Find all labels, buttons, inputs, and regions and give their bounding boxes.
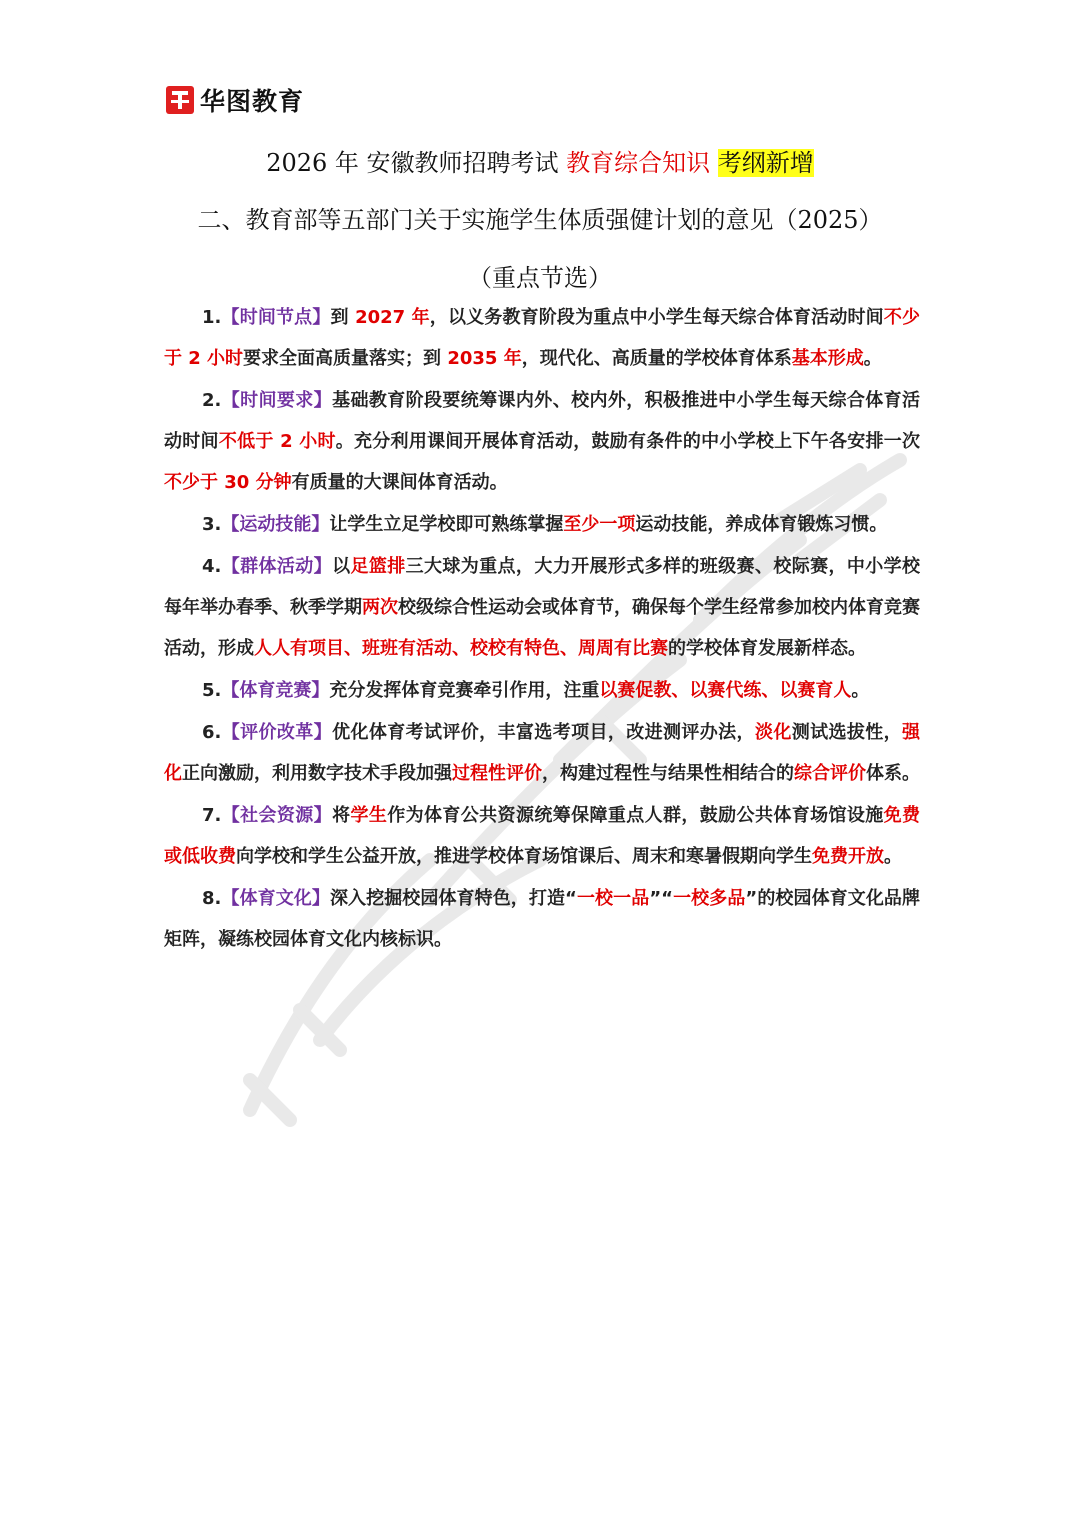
brand-name: 华图教育 [200, 87, 305, 116]
document-heading: 二、教育部等五部门关于实施学生体质强健计划的意见（2025） [197, 206, 883, 234]
key-point-text: 让学生立足学校即可熟练掌握 [329, 514, 564, 535]
key-point-text: 校级综合性运动会或体育节，确保每个学生经常参加校内体育竞赛活动，形成 [164, 597, 920, 659]
key-point-number: 7. [202, 805, 222, 826]
key-point-emphasis: 综合评价 [794, 763, 866, 784]
key-point-text: 三大球为重点，大力开展形式多样的班级赛、校际赛，中小学校每年举办春季、秋季学期 [164, 556, 921, 618]
key-point-text: 测试选拔性， [791, 722, 903, 743]
key-point-number: 5. [202, 680, 222, 701]
key-point-text: ，以义务教育阶段为重点中小学生每天综合体育活动时间 [429, 307, 884, 328]
key-point-text: ，构建过程性与结果性相结合的 [542, 763, 794, 784]
key-point-text: ，现代化、高质量的学校体育体系 [521, 348, 792, 369]
key-point-tag: 【时间节点】 [221, 307, 331, 328]
key-point-number: 3. [202, 514, 222, 535]
key-point-emphasis: 免费开放 [812, 846, 884, 867]
key-point-emphasis: 一校多品 [672, 888, 746, 909]
brand-logo [166, 82, 304, 118]
key-point-text: ”的校园体育文化品牌矩阵，凝练校园体育文化内核标识。 [164, 888, 920, 950]
key-point-text: 有质量的大课间体育活动。 [291, 472, 508, 493]
key-point-emphasis: 不少于 30 分钟 [164, 472, 292, 493]
title-year-exam: 2026 年 安徽教师招聘考试 [266, 149, 559, 177]
key-point-tag: 【评价改革】 [221, 722, 333, 743]
key-point-text: 作为体育公共资源统筹保障重点人群，鼓励公共体育场馆设施 [387, 805, 884, 826]
key-point-emphasis: 基本形成 [791, 348, 864, 369]
key-point-text: 。充分利用课间开展体育活动，鼓励有条件的中小学校上下午各安排一次 [335, 431, 921, 452]
key-point-text: 充分发挥体育竞赛牵引作用，注重 [329, 680, 600, 701]
key-point-item [164, 546, 920, 669]
key-point-tag: 【社会资源】 [221, 805, 333, 826]
key-point-text: 向学校和学生公益开放，推进学校体育场馆课后、周末和寒暑假期向学生 [236, 846, 812, 867]
key-point-text: 要求全面高质量落实；到 [243, 348, 448, 369]
key-point-number: 6. [202, 722, 222, 743]
key-point-text: 运动技能，养成体育锻炼习惯。 [635, 514, 888, 535]
key-point-emphasis: 不少于 2 小时 [164, 307, 920, 369]
key-point-text: 的学校体育发展新样态。 [668, 638, 866, 659]
key-point-number: 8. [202, 888, 222, 909]
key-point-emphasis: 人人有项目、班班有活动、校校有特色、周周有比赛 [254, 638, 668, 659]
key-point-number: 4. [202, 556, 222, 577]
key-point-text: 。 [863, 348, 882, 369]
key-point-emphasis: 免费或低收费 [164, 805, 921, 867]
key-point-item [164, 712, 920, 794]
key-point-text: 正向激励，利用数字技术手段加强 [182, 763, 452, 784]
key-point-text: 优化体育考试评价，丰富选考项目，改进测评办法， [332, 722, 755, 743]
key-point-item [164, 795, 920, 877]
key-point-emphasis: 淡化 [754, 722, 792, 743]
title-subject: 教育综合知识 [566, 149, 711, 177]
key-point-text: 体系。 [866, 763, 920, 784]
key-point-item [164, 504, 920, 545]
title-highlight: 考纲新增 [717, 149, 814, 177]
key-point-item [164, 670, 920, 711]
key-point-text: 深入挖掘校园体育特色，打造“ [329, 888, 577, 909]
key-point-number: 1. [202, 307, 222, 328]
key-point-emphasis: 一校一品 [576, 888, 650, 909]
document-subheading: （重点节选） [468, 264, 612, 292]
key-point-text: 以 [332, 556, 351, 577]
key-point-emphasis: 两次 [362, 597, 398, 618]
key-points-list [164, 297, 920, 961]
brand-mark-icon [166, 86, 194, 114]
key-point-tag: 【体育文化】 [221, 888, 330, 909]
key-point-tag: 【群体活动】 [221, 556, 333, 577]
key-point-tag: 【运动技能】 [221, 514, 330, 535]
key-point-item [164, 878, 920, 960]
key-point-emphasis: 2035 年 [447, 348, 522, 369]
key-point-text: 基础教育阶段要统筹课内外、校内外，积极推进中小学生每天综合体育活动时间 [164, 390, 921, 452]
key-point-emphasis: 足篮排 [350, 556, 406, 577]
key-point-text: ”“ [649, 888, 673, 909]
key-point-emphasis: 2027 年 [355, 307, 430, 328]
page-title [0, 143, 1080, 178]
key-point-emphasis: 强化 [164, 722, 921, 784]
key-point-text: 。 [851, 680, 870, 701]
key-point-emphasis: 至少一项 [563, 514, 636, 535]
key-point-text: 将 [332, 805, 351, 826]
key-point-emphasis: 以赛促教、以赛代练、以赛育人 [599, 680, 852, 701]
key-point-text: 到 [330, 307, 356, 328]
key-point-text: 。 [884, 846, 902, 867]
key-point-tag: 【体育竞赛】 [221, 680, 330, 701]
key-point-number: 2. [202, 390, 222, 411]
key-point-emphasis: 不低于 2 小时 [218, 431, 336, 452]
key-point-emphasis: 学生 [350, 805, 388, 826]
key-point-tag: 【时间要求】 [221, 390, 333, 411]
key-point-emphasis: 过程性评价 [452, 763, 542, 784]
key-point-item [164, 297, 920, 379]
key-point-item [164, 380, 920, 503]
